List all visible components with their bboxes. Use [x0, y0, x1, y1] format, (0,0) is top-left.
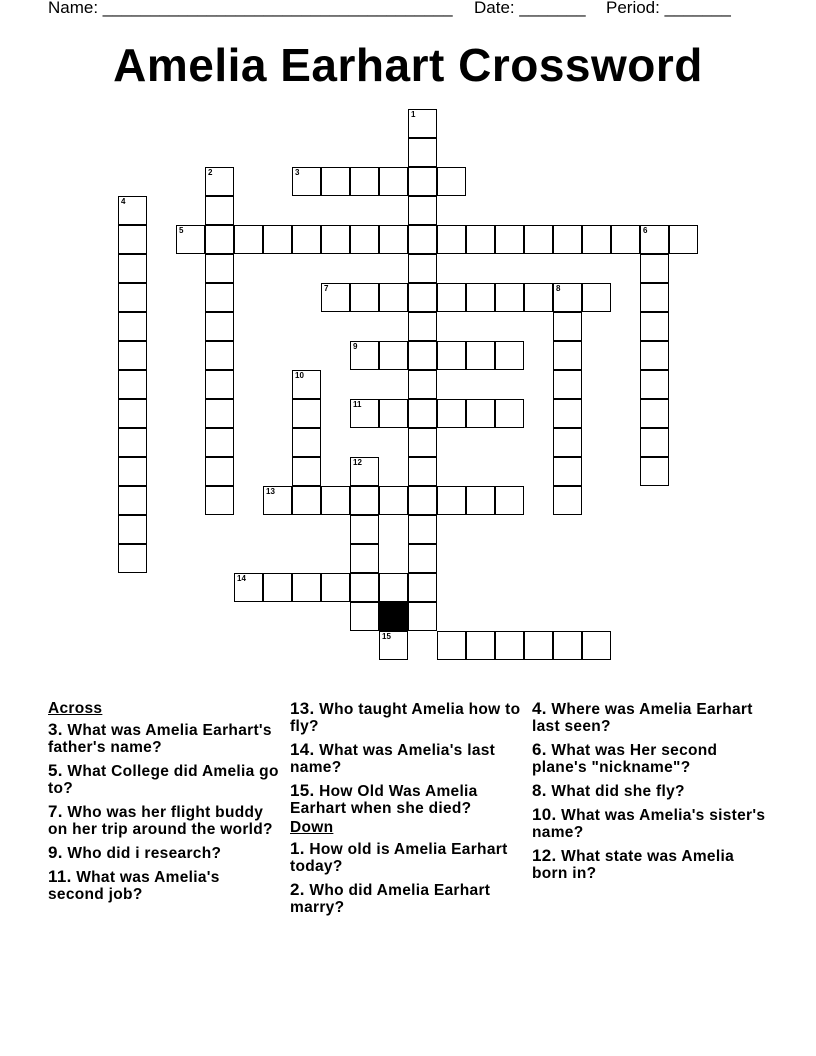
- grid-cell[interactable]: [582, 225, 611, 254]
- clue-across-14: [290, 741, 522, 776]
- grid-cell[interactable]: [408, 573, 437, 602]
- grid-cell[interactable]: [408, 167, 437, 196]
- grid-cell-9[interactable]: [350, 341, 379, 370]
- grid-cell[interactable]: [408, 283, 437, 312]
- grid-cell-5[interactable]: [176, 225, 205, 254]
- clue-across-15: [290, 782, 522, 817]
- grid-cell[interactable]: [379, 341, 408, 370]
- clue-text: Who did Amelia Earhart marry?: [290, 882, 491, 916]
- grid-cell[interactable]: [408, 399, 437, 428]
- grid-cell[interactable]: [553, 370, 582, 399]
- period-field-label: Period: _______: [606, 0, 731, 17]
- grid-cell[interactable]: [553, 631, 582, 660]
- clue-number: 7.: [48, 802, 63, 821]
- clue-down-12: [532, 847, 772, 882]
- grid-cell[interactable]: [118, 457, 147, 486]
- clue-number: 3.: [48, 720, 63, 739]
- grid-cell[interactable]: [292, 573, 321, 602]
- grid-cell[interactable]: [466, 225, 495, 254]
- grid-cell[interactable]: [292, 486, 321, 515]
- black-square: [379, 602, 408, 631]
- grid-cell[interactable]: [408, 254, 437, 283]
- grid-cell[interactable]: [350, 515, 379, 544]
- clue-across-13: [290, 700, 522, 735]
- grid-cell[interactable]: [118, 486, 147, 515]
- clue-down-2: [290, 881, 522, 916]
- grid-cell[interactable]: [437, 167, 466, 196]
- grid-cell[interactable]: [321, 486, 350, 515]
- clue-text: What did she fly?: [551, 783, 685, 800]
- grid-cell[interactable]: [466, 486, 495, 515]
- cell-number: 6: [643, 226, 648, 235]
- grid-cell-8[interactable]: [553, 283, 582, 312]
- grid-cell[interactable]: [553, 341, 582, 370]
- grid-cell[interactable]: [466, 283, 495, 312]
- grid-cell[interactable]: [408, 138, 437, 167]
- grid-cell[interactable]: [205, 486, 234, 515]
- clue-across-3: [48, 721, 280, 756]
- grid-cell[interactable]: [205, 283, 234, 312]
- cell-number: 13: [266, 487, 275, 496]
- grid-cell[interactable]: [640, 341, 669, 370]
- grid-cell[interactable]: [408, 544, 437, 573]
- clue-text: Who taught Amelia how to fly?: [290, 701, 521, 735]
- clue-number: 15.: [290, 781, 315, 800]
- clue-down-10: [532, 806, 772, 841]
- grid-cell[interactable]: [437, 399, 466, 428]
- grid-cell[interactable]: [118, 254, 147, 283]
- grid-cell[interactable]: [408, 602, 437, 631]
- grid-cell[interactable]: [205, 225, 234, 254]
- grid-cell-12[interactable]: [350, 457, 379, 486]
- clue-text: What was Amelia's second job?: [48, 869, 220, 903]
- clue-down-1: [290, 840, 522, 875]
- cell-number: 9: [353, 342, 358, 351]
- grid-cell[interactable]: [205, 312, 234, 341]
- clue-text: What was Amelia's sister's name?: [532, 807, 766, 841]
- grid-cell[interactable]: [437, 631, 466, 660]
- grid-cell[interactable]: [292, 428, 321, 457]
- grid-cell[interactable]: [205, 196, 234, 225]
- grid-cell[interactable]: [640, 428, 669, 457]
- cell-number: 14: [237, 574, 246, 583]
- grid-cell[interactable]: [553, 428, 582, 457]
- cell-number: 15: [382, 632, 391, 641]
- clue-column-2: [290, 700, 522, 922]
- grid-cell[interactable]: [611, 225, 640, 254]
- clue-across-9: [48, 844, 280, 862]
- grid-cell[interactable]: [495, 486, 524, 515]
- grid-cell[interactable]: [553, 399, 582, 428]
- clue-number: 12.: [532, 846, 557, 865]
- grid-cell-7[interactable]: [321, 283, 350, 312]
- grid-cell[interactable]: [205, 254, 234, 283]
- grid-cell[interactable]: [118, 544, 147, 573]
- grid-cell[interactable]: [495, 631, 524, 660]
- grid-cell[interactable]: [118, 341, 147, 370]
- page-title: Amelia Earhart Crossword: [113, 39, 703, 91]
- grid-cell[interactable]: [437, 486, 466, 515]
- clue-text: How old is Amelia Earhart today?: [290, 841, 508, 875]
- grid-cell[interactable]: [640, 370, 669, 399]
- grid-cell[interactable]: [350, 283, 379, 312]
- cell-number: 3: [295, 168, 300, 177]
- grid-cell[interactable]: [640, 283, 669, 312]
- clue-number: 13.: [290, 699, 315, 718]
- grid-cell-11[interactable]: [350, 399, 379, 428]
- grid-cell[interactable]: [466, 631, 495, 660]
- clue-text: What was Amelia Earhart's father's name?: [48, 722, 272, 756]
- clue-text: How Old Was Amelia Earhart when she died?: [290, 783, 478, 817]
- grid-cell[interactable]: [379, 486, 408, 515]
- grid-cell[interactable]: [669, 225, 698, 254]
- grid-cell[interactable]: [408, 457, 437, 486]
- grid-cell[interactable]: [321, 225, 350, 254]
- grid-cell[interactable]: [118, 312, 147, 341]
- grid-cell-3[interactable]: [292, 167, 321, 196]
- clue-across-5: [48, 762, 280, 797]
- clue-text: What was Amelia's last name?: [290, 742, 496, 776]
- grid-cell[interactable]: [582, 631, 611, 660]
- grid-cell[interactable]: [379, 399, 408, 428]
- clue-column-3: [532, 700, 772, 888]
- clue-text: Who was her flight buddy on her trip around the world?: [48, 804, 273, 838]
- cell-number: 12: [353, 458, 362, 467]
- grid-cell[interactable]: [118, 515, 147, 544]
- grid-cell[interactable]: [408, 428, 437, 457]
- grid-cell[interactable]: [205, 428, 234, 457]
- grid-cell[interactable]: [205, 399, 234, 428]
- grid-cell-15[interactable]: [379, 631, 408, 660]
- grid-cell[interactable]: [408, 486, 437, 515]
- grid-cell[interactable]: [118, 428, 147, 457]
- grid-cell[interactable]: [205, 457, 234, 486]
- clue-number: 1.: [290, 839, 305, 858]
- grid-cell[interactable]: [292, 399, 321, 428]
- grid-cell[interactable]: [437, 341, 466, 370]
- grid-cell[interactable]: [408, 225, 437, 254]
- clue-text: Who did i research?: [67, 845, 222, 862]
- cell-number: 10: [295, 371, 304, 380]
- grid-cell[interactable]: [495, 399, 524, 428]
- grid-cell-1[interactable]: [408, 109, 437, 138]
- clue-down-4: [532, 700, 772, 735]
- grid-cell[interactable]: [379, 225, 408, 254]
- grid-cell[interactable]: [350, 544, 379, 573]
- cell-number: 7: [324, 284, 329, 293]
- grid-cell[interactable]: [118, 283, 147, 312]
- grid-cell[interactable]: [408, 341, 437, 370]
- grid-cell[interactable]: [524, 283, 553, 312]
- grid-cell[interactable]: [350, 167, 379, 196]
- clue-number: 6.: [532, 740, 547, 759]
- clue-number: 4.: [532, 699, 547, 718]
- grid-cell[interactable]: [437, 283, 466, 312]
- grid-cell[interactable]: [118, 399, 147, 428]
- clue-down-8: [532, 782, 772, 800]
- grid-cell-6[interactable]: [640, 225, 669, 254]
- grid-cell[interactable]: [350, 486, 379, 515]
- grid-cell[interactable]: [640, 457, 669, 486]
- grid-cell[interactable]: [205, 341, 234, 370]
- cell-number: 11: [353, 400, 362, 409]
- grid-cell[interactable]: [292, 225, 321, 254]
- grid-cell[interactable]: [408, 370, 437, 399]
- grid-cell[interactable]: [263, 225, 292, 254]
- clue-down-6: [532, 741, 772, 776]
- clue-text: What state was Amelia born in?: [532, 848, 734, 882]
- clue-number: 2.: [290, 880, 305, 899]
- grid-cell-2[interactable]: [205, 167, 234, 196]
- grid-cell[interactable]: [495, 225, 524, 254]
- grid-cell[interactable]: [582, 283, 611, 312]
- cell-number: 2: [208, 168, 213, 177]
- clue-text: What was Her second plane's "nickname"?: [532, 742, 718, 776]
- grid-cell[interactable]: [495, 341, 524, 370]
- clue-number: 14.: [290, 740, 315, 759]
- grid-cell[interactable]: [553, 225, 582, 254]
- grid-cell[interactable]: [524, 225, 553, 254]
- clue-number: 8.: [532, 781, 547, 800]
- grid-cell[interactable]: [379, 283, 408, 312]
- grid-cell[interactable]: [321, 167, 350, 196]
- cell-number: 4: [121, 197, 126, 206]
- clue-number: 5.: [48, 761, 63, 780]
- grid-cell[interactable]: [640, 254, 669, 283]
- clue-number: 10.: [532, 805, 557, 824]
- grid-cell[interactable]: [466, 399, 495, 428]
- grid-cell[interactable]: [408, 515, 437, 544]
- grid-cell[interactable]: [495, 283, 524, 312]
- grid-cell-4[interactable]: [118, 196, 147, 225]
- grid-cell[interactable]: [321, 573, 350, 602]
- down-heading: Down: [290, 819, 334, 836]
- grid-cell[interactable]: [640, 312, 669, 341]
- grid-cell[interactable]: [553, 457, 582, 486]
- clue-text: What College did Amelia go to?: [48, 763, 279, 797]
- cell-number: 5: [179, 226, 184, 235]
- clue-number: 9.: [48, 843, 63, 862]
- clue-text: Where was Amelia Earhart last seen?: [532, 701, 753, 735]
- grid-cell[interactable]: [379, 167, 408, 196]
- across-heading: Across: [48, 700, 103, 717]
- grid-cell[interactable]: [118, 370, 147, 399]
- cell-number: 1: [411, 110, 416, 119]
- clue-column-1: [48, 700, 280, 909]
- grid-cell[interactable]: [234, 225, 263, 254]
- grid-cell[interactable]: [379, 573, 408, 602]
- grid-cell[interactable]: [408, 196, 437, 225]
- clue-across-11: [48, 868, 280, 903]
- grid-cell[interactable]: [292, 457, 321, 486]
- grid-cell[interactable]: [640, 399, 669, 428]
- grid-cell[interactable]: [350, 602, 379, 631]
- grid-cell[interactable]: [524, 631, 553, 660]
- grid-cell[interactable]: [350, 573, 379, 602]
- date-field-label: Date: _______: [474, 0, 586, 17]
- cell-number: 8: [556, 284, 561, 293]
- grid-cell[interactable]: [408, 312, 437, 341]
- grid-cell-13[interactable]: [263, 486, 292, 515]
- grid-cell-10[interactable]: [292, 370, 321, 399]
- grid-cell[interactable]: [437, 225, 466, 254]
- grid-cell[interactable]: [553, 486, 582, 515]
- grid-cell-14[interactable]: [234, 573, 263, 602]
- name-field-label: Name: _____________________________________: [48, 0, 453, 17]
- grid-cell[interactable]: [205, 370, 234, 399]
- grid-cell[interactable]: [263, 573, 292, 602]
- grid-cell[interactable]: [118, 225, 147, 254]
- clue-across-7: [48, 803, 280, 838]
- grid-cell[interactable]: [466, 341, 495, 370]
- grid-cell[interactable]: [350, 225, 379, 254]
- grid-cell[interactable]: [553, 312, 582, 341]
- clue-number: 11.: [48, 867, 72, 886]
